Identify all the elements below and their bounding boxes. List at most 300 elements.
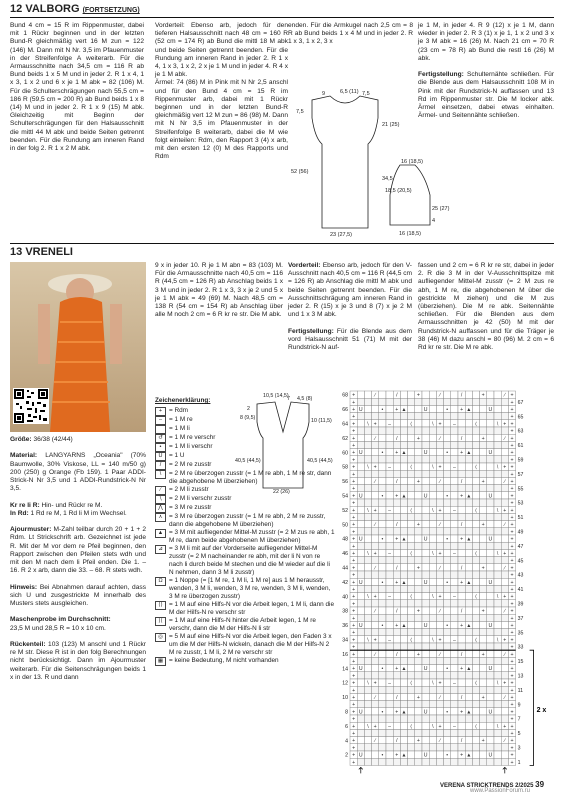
chart-symbol: U	[423, 450, 428, 457]
chart-cell	[400, 557, 407, 564]
chart-symbol: –	[452, 551, 456, 557]
chart-cell	[472, 456, 479, 463]
chart-cell	[422, 585, 429, 592]
chart-symbol: +	[481, 392, 485, 399]
chart-cell	[422, 650, 429, 657]
chart-cell	[372, 665, 379, 672]
chart-cell	[429, 657, 436, 664]
chart-symbol: ▲	[401, 666, 407, 673]
chart-symbol: +	[438, 680, 442, 687]
chart-symbol: +	[352, 493, 356, 500]
chart-cell	[472, 607, 479, 614]
chart-cell	[415, 405, 422, 412]
chart-cell	[372, 621, 379, 628]
chart-symbol: ∕	[504, 522, 506, 529]
chart-cell	[494, 614, 501, 621]
chart-cell	[379, 528, 386, 535]
chart-cell	[400, 521, 407, 528]
chart-cell	[487, 737, 494, 744]
chart-symbol: U	[423, 623, 428, 629]
chart-cell	[494, 585, 501, 592]
chart-symbol: \	[496, 507, 499, 514]
chart-cell	[487, 701, 494, 708]
chart-cell	[494, 492, 501, 499]
chart-cell	[386, 405, 393, 412]
chart-cell	[364, 629, 371, 636]
chart-symbol: +	[352, 695, 356, 701]
chart-cell	[472, 485, 479, 492]
chart-cell	[379, 456, 386, 463]
chart-cell	[465, 686, 472, 693]
chart-cell	[386, 600, 393, 607]
row-number-right: 61	[517, 443, 524, 450]
chart-symbol: U	[358, 666, 363, 673]
chart-cell	[465, 499, 472, 506]
chart-symbol: +	[481, 479, 485, 485]
chart-cell	[364, 585, 371, 592]
chart-cell	[386, 607, 393, 614]
footer: VERENA STRICKTRENDS 2/2025 39	[440, 780, 545, 789]
repeat-arrow	[503, 767, 507, 773]
chart-symbol: +	[352, 702, 356, 709]
chart-symbol: ∕	[504, 435, 506, 442]
chart-cell	[472, 693, 479, 700]
chart-cell	[408, 672, 415, 679]
chart-cell	[458, 528, 465, 535]
chart-cell	[472, 564, 479, 571]
chart-symbol: +	[510, 738, 514, 745]
chart-symbol: +	[373, 594, 377, 601]
chart-cell	[472, 686, 479, 693]
chart-cell	[422, 672, 429, 679]
chart-cell	[415, 758, 422, 765]
chart-symbol: •	[381, 623, 384, 629]
chart-symbol: ▲	[466, 407, 472, 413]
chart-cell	[408, 729, 415, 736]
chart-cell	[364, 528, 371, 535]
chart-symbol: +	[510, 500, 514, 507]
chart-cell	[487, 441, 494, 448]
chart-symbol: +	[352, 457, 356, 464]
row-number-left: 48	[342, 536, 348, 543]
chart-cell	[415, 535, 422, 542]
chart-cell	[372, 715, 379, 722]
qr-code[interactable]	[13, 388, 49, 424]
chart-symbol: +	[395, 752, 399, 759]
chart-cell	[487, 420, 494, 427]
chart-cell	[364, 693, 371, 700]
chart-cell	[372, 708, 379, 715]
chart-cell	[379, 722, 386, 729]
chart-cell	[408, 434, 415, 441]
chart-symbol: ∕	[374, 565, 376, 572]
chart-cell	[379, 585, 386, 592]
chart-cell	[429, 434, 436, 441]
chart-cell	[465, 506, 472, 513]
row-number-left: 12	[342, 680, 348, 687]
chart-cell	[357, 758, 364, 765]
chart-symbol: +	[503, 637, 507, 644]
chart-symbol: +	[352, 558, 356, 565]
chart-cell	[451, 643, 458, 650]
chart-symbol: +	[416, 479, 420, 485]
chart-symbol: •	[446, 709, 449, 716]
chart-cell	[408, 405, 415, 412]
chart-symbol: –	[388, 723, 392, 730]
chart-cell	[415, 636, 422, 643]
chart-symbol: •	[381, 666, 384, 673]
chart-cell	[429, 737, 436, 744]
chart-cell	[436, 513, 443, 520]
chart-symbol: ∕	[439, 435, 441, 442]
chart-cell	[444, 456, 451, 463]
legend-symbol: ⋏	[155, 513, 166, 522]
legend-symbol: –	[155, 416, 166, 425]
chart-cell	[451, 398, 458, 405]
chart-cell	[364, 542, 371, 549]
chart-cell	[501, 441, 508, 448]
chart-cell	[436, 499, 443, 506]
chart-cell	[444, 557, 451, 564]
chart-symbol: –	[388, 637, 392, 644]
row-number-left: 58	[342, 464, 348, 471]
chart-symbol: +	[438, 637, 442, 644]
chart-symbol: –	[388, 507, 392, 514]
chart-cell	[379, 434, 386, 441]
chart-cell	[458, 701, 465, 708]
chart-symbol: +	[352, 601, 356, 608]
chart-cell	[422, 722, 429, 729]
chart-cell	[436, 715, 443, 722]
chart-symbol: +	[510, 731, 514, 737]
chart-symbol: ∕	[439, 479, 441, 485]
chart-cell	[436, 751, 443, 758]
chart-cell	[458, 456, 465, 463]
chart-cell	[393, 722, 400, 729]
chart-cell	[487, 413, 494, 420]
legend-text: = 1 U	[169, 452, 185, 459]
chart-cell	[415, 449, 422, 456]
chart-cell	[408, 600, 415, 607]
chart-cell	[472, 665, 479, 672]
chart-cell	[465, 398, 472, 405]
chart-cell	[472, 441, 479, 448]
chart-cell	[465, 593, 472, 600]
chart-symbol: U	[423, 493, 428, 500]
chart-symbol: •	[446, 666, 449, 673]
chart-cell	[393, 485, 400, 492]
chart-cell	[422, 679, 429, 686]
chart-cell	[494, 729, 501, 736]
chart-symbol: +	[460, 493, 464, 500]
chart-symbol: \	[432, 594, 434, 601]
chart-cell	[429, 528, 436, 535]
chart-cell	[429, 441, 436, 448]
chart-cell	[379, 758, 386, 765]
chart-cell	[372, 499, 379, 506]
chart-cell	[480, 542, 487, 549]
divider	[10, 17, 554, 18]
chart-cell	[357, 701, 364, 708]
chart-cell	[400, 441, 407, 448]
chart-cell	[465, 477, 472, 484]
chart-cell	[415, 744, 422, 751]
chart-cell	[372, 614, 379, 621]
chart-cell	[472, 600, 479, 607]
chart-symbol: U	[358, 450, 363, 457]
valborg-text-col1: Bund 4 cm = 15 R im Rippenmuster, dabei mit 1 Rückr beginnen und in der letzten Bund-R gleichmäßig vert 16 M zun = 122 (146) M. Dann mit N Nr. 3,5 im Pfauenmuster in der Streifenfolge A weiterarb. Für die Armausschnitte nach 34,5 cm = 116 R ab Bund beids 1 x 5 M und in jeder 2. R 1 x 4, 1 x 3, 1 x 2 und 6 x je 1 M abk = 82 (106) M. Für die Schulterschrägungen nach 55,5 cm = 186 R (59,5 cm = 200 R) ab Bund beids 1 x 8 (14) M und in jeder 2. R 1 x 9 (15) M abk. Gleichzeitig mit Beginn der Schulterschrägungen für den Halsausschnitt die mittl 44 M abk und beide Seiten getrennt beenden. Für die Rundung am inneren Rand in der folg 2. R 1 x 2 M abk.	[10, 22, 144, 153]
row-number-right: 51	[517, 515, 524, 522]
chart-symbol: U	[423, 752, 428, 759]
svg-text:4,5 (8): 4,5 (8)	[297, 396, 313, 402]
chart-cell	[364, 744, 371, 751]
legend-text: = 5 M auf eine Hilfs-N vor die Arbeit legen, den Faden 3 x um die M der Hilfs-N wickeln, danach die M der Hilfs-N 2 M re zusstr, 1 M li, 2 M re verschr str	[169, 633, 332, 656]
chart-cell	[480, 636, 487, 643]
legend-text: = 3 M li mit auf der Vorderseite aufliegender Mittel-M zusstr (= 2 M nacheinander re abh, mit der li N von re nach li durch beide M stechen und die M wieder auf die li N nehmen, dann 3 M li zusstr)	[169, 545, 330, 576]
chart-cell	[472, 470, 479, 477]
chart-symbol: +	[352, 644, 356, 651]
chart-cell	[487, 722, 494, 729]
chart-cell	[357, 564, 364, 571]
chart-cell	[458, 679, 465, 686]
row-number-right: 59	[517, 457, 524, 464]
chart-cell	[393, 413, 400, 420]
chart-symbol: /	[396, 738, 398, 745]
chart-symbol: +	[503, 464, 507, 471]
legend-item	[155, 416, 335, 425]
chart-symbol: ⟨	[410, 507, 413, 514]
chart-cell	[494, 643, 501, 650]
chart-cell	[458, 643, 465, 650]
chart-cell	[465, 729, 472, 736]
row-number-right: 57	[517, 471, 524, 478]
chart-cell	[393, 679, 400, 686]
chart-symbol: +	[352, 738, 356, 745]
chart-cell	[501, 485, 508, 492]
chart-cell	[444, 607, 451, 614]
chart-cell	[393, 420, 400, 427]
chart-symbol: /	[396, 392, 398, 399]
chart-cell	[444, 614, 451, 621]
chart-symbol: +	[510, 695, 514, 701]
chart-symbol: /	[460, 695, 463, 701]
chart-cell	[415, 657, 422, 664]
chart-symbol: ∕	[374, 479, 376, 485]
chart-cell	[444, 470, 451, 477]
legend-item	[155, 513, 335, 529]
chart-symbol: U	[488, 536, 493, 543]
chart-cell	[494, 600, 501, 607]
chart-symbol: +	[510, 479, 514, 485]
chart-symbol: +	[438, 594, 442, 601]
chart-cell	[451, 578, 458, 585]
chart-symbol: ⟨	[474, 723, 478, 730]
chart-cell	[451, 456, 458, 463]
chart-symbol: +	[510, 471, 514, 478]
chart-symbol: +	[352, 680, 356, 687]
chart-cell	[372, 542, 379, 549]
chart-cell	[393, 600, 400, 607]
chart-symbol: +	[352, 759, 356, 766]
legend-item	[155, 486, 335, 495]
chart-cell	[429, 650, 436, 657]
chart-cell	[494, 621, 501, 628]
legend-text: = 3 M re überzogen zusstr (= 1 M re abh, 2 M re zusstr, dann die abgehobene M überziehen)	[169, 513, 326, 528]
chart-cell	[451, 557, 458, 564]
chart-symbol: \	[432, 464, 434, 471]
chart-cell	[357, 636, 364, 643]
chart-cell	[415, 708, 422, 715]
chart-cell	[386, 650, 393, 657]
svg-text:10 (11,5): 10 (11,5)	[311, 418, 332, 424]
chart-cell	[501, 427, 508, 434]
chart-symbol: ∕	[439, 565, 441, 572]
chart-symbol: +	[352, 435, 356, 442]
chart-symbol: ⟨	[410, 680, 413, 687]
chart-cell	[379, 650, 386, 657]
chart-cell	[494, 391, 501, 398]
chart-symbol: ▲	[401, 579, 407, 586]
legend-item	[155, 657, 335, 666]
row-number-left: 68	[342, 392, 348, 399]
chart-cell	[386, 485, 393, 492]
chart-symbol: /	[396, 479, 398, 485]
chart-cell	[480, 456, 487, 463]
chart-cell	[451, 470, 458, 477]
row-number-left: 10	[342, 695, 348, 702]
chart-cell	[386, 449, 393, 456]
chart-cell	[487, 542, 494, 549]
chart-cell	[422, 420, 429, 427]
chart-cell	[487, 672, 494, 679]
chart-cell	[494, 665, 501, 672]
vreneli-text-col2: 9 x in jeder 10. R je 1 M abn = 83 (103) M. Für die Armausschnitte nach 40,5 cm = 116 R (44,5 cm = 126 R) ab Anschlag beids 1 x 3 M und in jeder 2. R 1 x 3, 3 x je 2 und 5 x je 1 M abk = 49 (69) M. Nach 48,5 cm = 138 R (54 cm = 154 R) ab Anschlag über alle M noch 2 cm = 6 R kr re str. Die M abk.	[155, 262, 283, 319]
chart-cell	[429, 513, 436, 520]
chart-symbol: +	[352, 565, 356, 572]
row-number-left: 42	[342, 579, 348, 586]
chart-cell	[480, 729, 487, 736]
chart-cell	[458, 549, 465, 556]
chart-cell	[472, 708, 479, 715]
legend-item	[155, 407, 335, 416]
legend-symbol: ▦	[155, 657, 166, 666]
chart-cell	[472, 657, 479, 664]
chart-cell	[372, 528, 379, 535]
chart-symbol: –	[452, 680, 456, 687]
chart-symbol: /	[396, 695, 398, 701]
chart-cell	[364, 456, 371, 463]
chart-cell	[480, 413, 487, 420]
chart-symbol: •	[446, 579, 449, 586]
chart-cell	[444, 744, 451, 751]
chart-cell	[429, 729, 436, 736]
chart-cell	[436, 492, 443, 499]
chart-cell	[400, 657, 407, 664]
chart-symbol: ⟨	[474, 680, 478, 687]
chart-cell	[372, 449, 379, 456]
chart-cell	[429, 492, 436, 499]
chart-cell	[444, 485, 451, 492]
chart-symbol: +	[438, 421, 442, 428]
chart-symbol: +	[510, 543, 514, 550]
chart-cell	[451, 427, 458, 434]
chart-cell	[408, 391, 415, 398]
chart-cell	[422, 758, 429, 765]
chart-symbol: +	[352, 414, 356, 421]
chart-cell	[436, 578, 443, 585]
chart-cell	[465, 715, 472, 722]
chart-cell	[501, 456, 508, 463]
svg-text:10,5 (14,5): 10,5 (14,5)	[263, 393, 289, 399]
chart-cell	[501, 513, 508, 520]
legend-symbol: ↺	[155, 434, 166, 443]
chart-cell	[472, 571, 479, 578]
chart-cell	[386, 614, 393, 621]
chart-symbol: +	[352, 716, 356, 723]
chart-symbol: +	[438, 507, 442, 514]
chart-symbol: +	[352, 709, 356, 716]
chart-cell	[487, 571, 494, 578]
chart-cell	[429, 715, 436, 722]
chart-cell	[357, 477, 364, 484]
chart-cell	[494, 657, 501, 664]
chart-cell	[364, 470, 371, 477]
chart-cell	[472, 650, 479, 657]
chart-symbol: +	[503, 680, 507, 687]
chart-cell	[465, 693, 472, 700]
chart-cell	[415, 571, 422, 578]
chart-symbol: /	[396, 565, 398, 572]
chart-symbol: /	[396, 435, 398, 442]
chart-cell	[487, 657, 494, 664]
chart-cell	[444, 499, 451, 506]
svg-text:18,5 (20,5): 18,5 (20,5)	[385, 188, 412, 194]
chart-symbol: ∕	[374, 392, 376, 399]
chart-cell	[415, 420, 422, 427]
chart-symbol: ▲	[401, 493, 407, 500]
chart-cell	[458, 614, 465, 621]
chart-cell	[400, 549, 407, 556]
chart-cell	[444, 398, 451, 405]
chart-cell	[465, 470, 472, 477]
chart-cell	[472, 557, 479, 564]
chart-cell	[451, 391, 458, 398]
chart-cell	[393, 585, 400, 592]
legend-symbol: ⋀	[155, 504, 166, 513]
chart-symbol: U	[488, 752, 493, 759]
chart-cell	[357, 513, 364, 520]
chart-symbol: U	[358, 579, 363, 586]
chart-cell	[444, 643, 451, 650]
chart-cell	[379, 420, 386, 427]
chart-cell	[480, 679, 487, 686]
chart-cell	[480, 578, 487, 585]
chart-cell	[357, 593, 364, 600]
legend-symbol: ▲	[155, 529, 166, 538]
chart-cell	[429, 456, 436, 463]
chart-cell	[393, 542, 400, 549]
chart-cell	[480, 463, 487, 470]
chart-cell	[364, 607, 371, 614]
chart-cell	[372, 535, 379, 542]
chart-cell	[487, 485, 494, 492]
chart-symbol: /	[460, 608, 463, 615]
chart-symbol: ⟨	[474, 421, 478, 428]
chart-cell	[472, 542, 479, 549]
chart-cell	[393, 744, 400, 751]
chart-symbol: •	[446, 493, 449, 500]
chart-symbol: ⟨	[474, 551, 478, 557]
